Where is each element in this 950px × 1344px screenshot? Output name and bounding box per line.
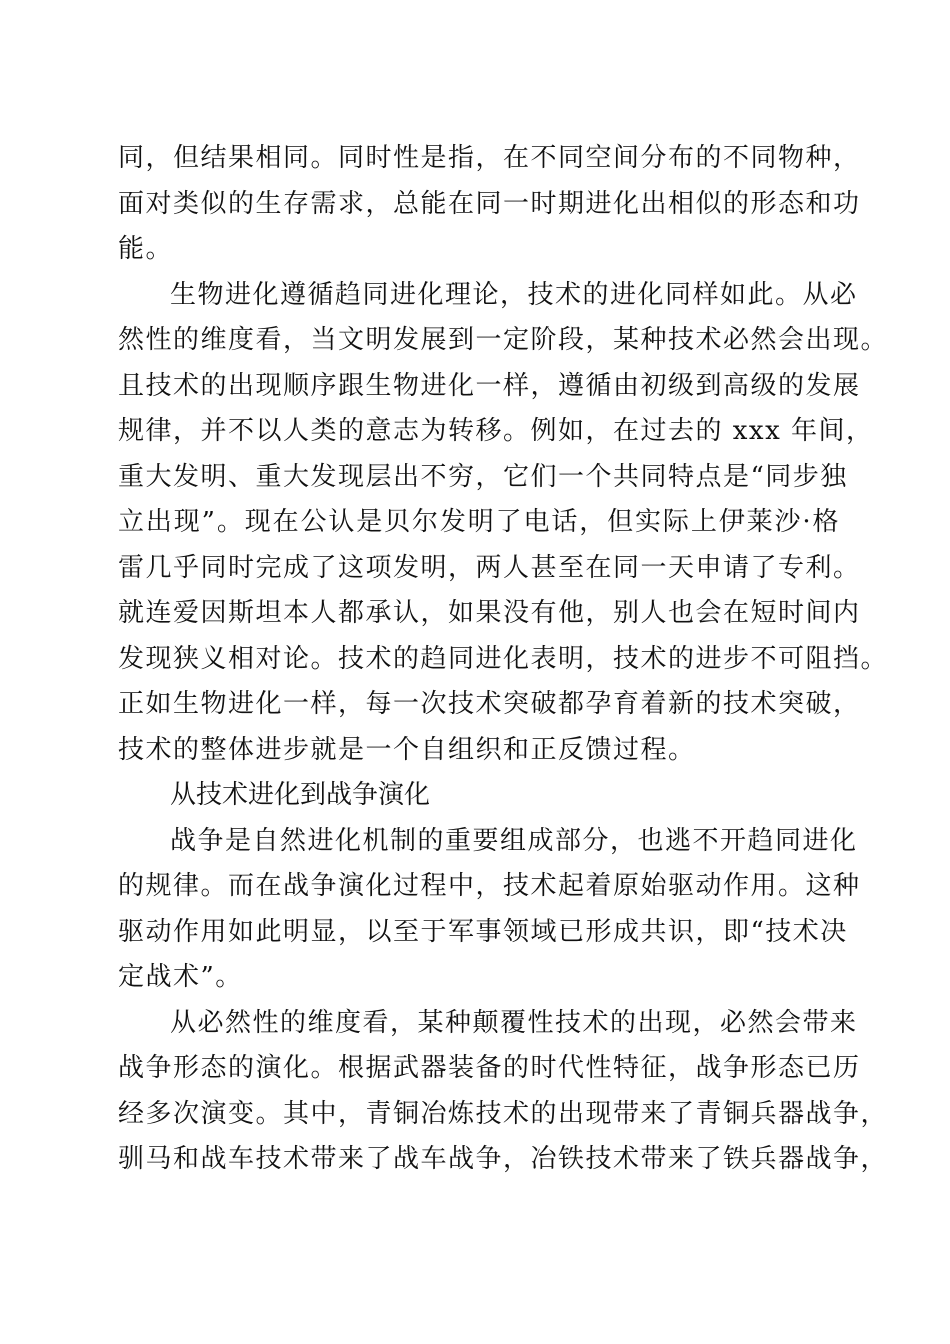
text-line: 规律，并不以人类的意志为转移。例如，在过去的 xxx 年间， [118, 416, 874, 446]
text-line: 战争形态的演化。根据武器装备的时代性特征，战争形态已历 [118, 1053, 861, 1083]
text-line: 经多次演变。其中，青铜冶炼技术的出现带来了青铜兵器战争， [118, 1098, 889, 1129]
text-line: 同，但结果相同。同时性是指，在不同空间分布的不同物种， [118, 143, 861, 173]
paragraph [118, 819, 861, 1001]
text-line: 正如生物进化一样，每一次技术突破都孕育着新的技术突破， [118, 689, 861, 719]
text-line: 战争是自然进化机制的重要组成部分，也逃不开趋同进化 [170, 825, 858, 856]
text-line: 且技术的出现顺序跟生物进化一样，遵循由初级到高级的发展 [118, 370, 861, 401]
text-line: 面对类似的生存需求，总能在同一时期进化出相似的形态和功 [118, 188, 861, 219]
text-line: 能。 [118, 234, 174, 264]
text-line: 从必然性的维度看，某种颠覆性技术的出现，必然会带来 [170, 1007, 858, 1038]
paragraph [118, 136, 861, 273]
text-line: 生物进化遵循趋同进化理论，技术的进化同样如此。从必 [170, 279, 858, 310]
text-line: 重大发明、重大发现层出不穷，它们一个共同特点是“同步独 [118, 461, 848, 492]
document-body [118, 136, 889, 1183]
heading-line: 从技术进化到战争演化 [170, 780, 431, 810]
text-line: 驱动作用如此明显，以至于军事领域已形成共识，即“技术决 [118, 916, 848, 947]
text-line: 雷几乎同时完成了这项发明，两人甚至在同一天申请了专利。 [118, 552, 861, 583]
text-line: 定战术”。 [118, 962, 243, 992]
paragraph [118, 1001, 889, 1183]
paragraph [118, 273, 889, 774]
text-line: 发现狭义相对论。技术的趋同进化表明，技术的进步不可阻挡。 [118, 643, 889, 674]
text-line: 驯马和战车技术带来了战车战争，冶铁技术带来了铁兵器战争， [118, 1144, 889, 1174]
text-line: 立出现”。现在公认是贝尔发明了电话，但实际上伊莱沙·格 [118, 507, 840, 537]
text-line: 然性的维度看，当文明发展到一定阶段，某种技术必然会出现。 [118, 325, 889, 355]
section-heading [118, 773, 840, 819]
text-line: 就连爱因斯坦本人都承认，如果没有他，别人也会在短时间内 [118, 598, 861, 628]
text-line: 的规律。而在战争演化过程中，技术起着原始驱动作用。这种 [118, 871, 861, 901]
text-line: 技术的整体进步就是一个自组织和正反馈过程。 [118, 734, 696, 765]
